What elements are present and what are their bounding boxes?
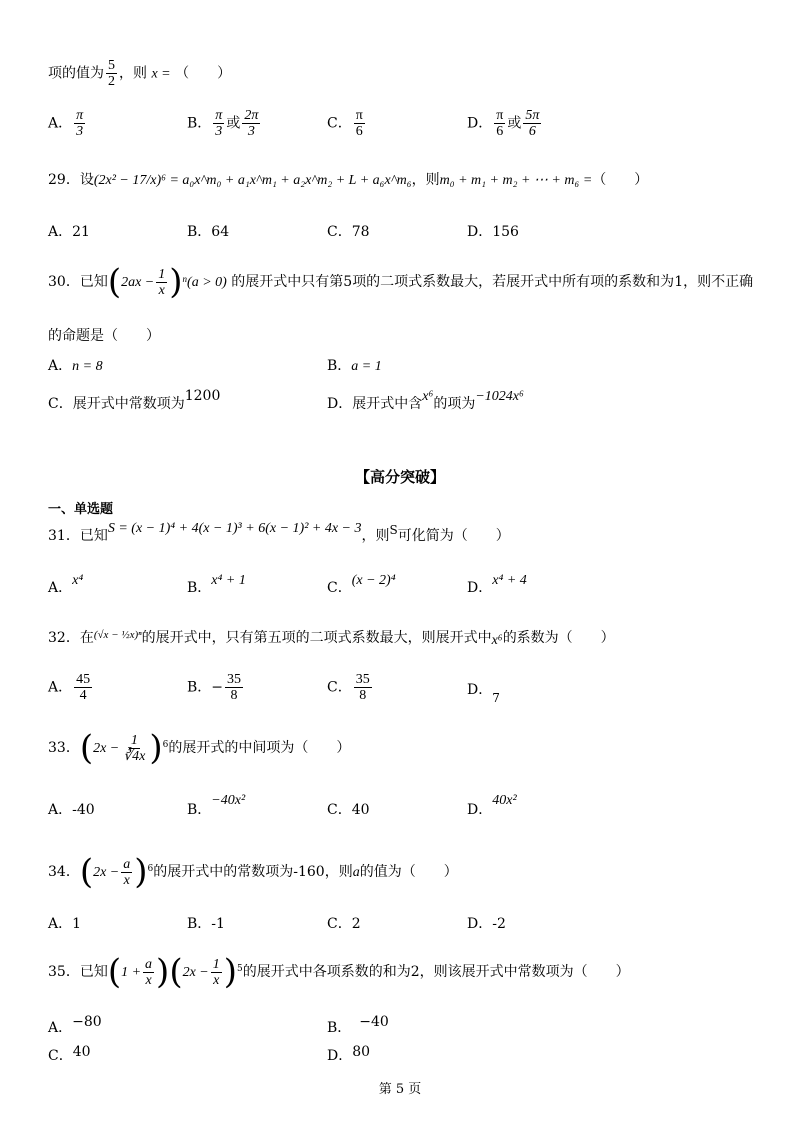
option-label: D． [327,1048,353,1064]
option-b [187,793,246,821]
denominator: x [145,972,152,988]
answer-blank: （ ） [592,172,649,188]
option-text: (x − 2)⁴ [351,573,396,588]
question-text: ，则 [119,65,147,82]
paren-open: ( [107,952,122,992]
option-label: D． [467,115,493,132]
option-label: C． [327,115,352,132]
paren-close: ) [149,728,163,768]
denominator: x [213,972,220,988]
question-number: 34． [48,864,80,880]
fraction [74,108,85,139]
denominator: 6 [528,124,536,139]
option-b [327,1014,389,1038]
option-c [327,914,361,934]
option-d [467,680,500,705]
sign: − [211,679,224,696]
question-30-cont [48,326,160,346]
numerator: 45 [76,672,91,687]
question-text: ，则该展开式中常数项为（ ） [419,964,630,980]
option-text: 展开式中常数项为 [72,396,185,412]
numerator: 1 [212,956,220,972]
numerator: 1 [158,266,166,282]
option-c [327,672,374,703]
option-d [467,222,519,242]
fraction [143,957,154,988]
fraction [106,58,117,89]
option-text: −80 [72,1014,102,1030]
numerator: 1 [130,732,138,748]
question-text: 的展开式中各项系数的和为 [242,964,411,980]
question-number: 29．设 [48,172,94,188]
option-a [48,222,90,242]
question-text: 的展开式中的常数项为-160，则 [153,864,353,880]
math-expr: 2x − [93,741,120,756]
option-label: B． [187,916,212,932]
option-label: C． [327,580,352,596]
denominator: 8 [359,688,367,703]
option-a [48,356,103,377]
numerator: π [496,108,504,123]
question-text: 的命题是（ ） [48,328,160,344]
fraction [121,733,147,764]
option-label: D． [467,224,493,240]
math-expr: 1 [674,274,684,290]
option-label: A． [48,679,73,696]
option-text: x⁴ + 4 [492,573,527,588]
question-text: 的值为（ ） [359,864,458,880]
paren-close: ) [156,952,170,992]
math-expr: (√x − ½x)ⁿ [93,629,142,641]
math-expr: 2ax − [121,275,155,290]
denominator: 4 [79,688,87,703]
math-expr: 2x − [93,865,120,880]
option-label: D． [467,682,493,698]
paren-open: ( [79,852,94,892]
option-text: 40x² [492,793,517,808]
option-label: A． [48,224,73,240]
exponent: 6 [162,740,169,750]
denominator: 6 [496,124,504,139]
section-title: 【高分突破】 [354,468,445,486]
option-label: B． [327,1020,352,1036]
question-text: 的展开式中只有第 [231,274,344,290]
option-value: −1024x⁶ [475,389,524,404]
numerator: 5 [108,58,115,73]
denominator: 3 [215,124,223,139]
denominator: 6 [355,124,363,139]
option-b [187,573,246,599]
numerator: 35 [227,672,242,687]
denominator: 3 [76,124,84,139]
option-text: −40x² [211,793,246,808]
option-label: B． [327,358,352,374]
page-number: 第 5 页 [378,1082,422,1097]
numerator: π [76,108,84,123]
option-text: x⁴ [72,573,84,588]
option-text: 的项为 [433,396,476,412]
option-label: A． [48,580,73,596]
option-text: 展开式中含 [352,396,423,412]
option-label: C． [327,679,352,696]
fraction [211,957,222,988]
option-text: 7 [492,691,500,705]
option-text: 2 [351,916,361,932]
math-expr: 2 [410,964,420,980]
option-value: 1200 [184,388,221,404]
question-34 [48,852,458,893]
paren-close: ) [223,952,238,992]
option-d [467,108,543,139]
option-a [48,573,84,599]
option-label: C． [327,224,352,240]
fraction [213,108,224,139]
math-expr: m₀ + m₁ + m₂ + ⋯ + m₆ = [439,173,593,188]
math-expr: a [352,865,360,880]
math-expr: (a > 0) [187,275,227,290]
option-label: A． [48,802,73,818]
option-text: 78 [351,224,370,240]
math-expr: S = (x − 1)⁴ + 4(x − 1)³ + 6(x − 1)² + 4x − 3 [107,521,362,536]
denominator: 2 [108,74,115,89]
option-label: A． [48,1020,73,1036]
fraction [523,108,541,139]
option-text: -40 [72,802,95,818]
numerator: a [145,956,153,972]
option-text: n = 8 [72,359,103,374]
option-text: 40 [351,802,370,818]
option-c [327,800,370,820]
option-b [327,356,382,377]
numerator: a [123,856,131,872]
option-text: -2 [492,916,506,932]
question-number: 30．已知 [48,274,108,290]
denominator: 8 [230,688,238,703]
paren-close: ) [169,262,183,302]
option-text: 1 [72,916,82,932]
math-expr: S [389,523,398,537]
question-number: 32．在 [48,630,94,646]
question-text: 项的二项式系数最大，若展开式中所有项的系数和为 [352,274,675,290]
option-c [48,388,221,414]
option-text: 156 [492,224,519,240]
paren-open: ( [79,728,94,768]
option-b [187,672,245,703]
question-30 [48,262,753,303]
paren-open: ( [107,262,122,302]
question-31 [48,521,510,547]
option-text: 或 [507,115,522,132]
option-text: 80 [352,1044,371,1060]
question-text: 项的值为 [48,65,104,82]
section-subtitle: 一、单选题 [48,502,114,517]
option-text: -1 [211,916,225,932]
option-text: 或 [226,115,241,132]
option-label: D． [327,396,353,412]
option-a [48,914,81,934]
numerator: π [355,108,363,123]
fraction [242,108,260,139]
option-b [187,222,229,242]
math-expr: 2x − [182,965,209,980]
question-33 [48,728,350,769]
denominator: ∛4x [123,748,146,764]
fraction [156,267,167,298]
denominator: x [123,872,130,888]
question-29 [48,170,648,191]
option-d [467,914,506,934]
option-label: B． [187,580,212,596]
question-text: 的系数为（ ） [502,630,615,646]
option-label: A． [48,115,73,132]
option-text: 21 [72,224,90,240]
math-expr: 5 [343,274,353,290]
math-expr: x⁶ [491,633,503,648]
question-number: 33． [48,740,80,756]
option-a [48,108,87,139]
option-d [327,1046,370,1066]
fraction [225,672,243,703]
option-label: C． [327,802,352,818]
math-expr: x⁶ [422,389,434,404]
paren-open: ( [169,952,183,992]
question-number: 31．已知 [48,528,108,544]
option-text: 40 [72,1044,91,1060]
fraction [354,108,365,139]
math-expr: 1 + [121,965,142,980]
option-label: B． [187,224,212,240]
option-text: x⁴ + 1 [211,573,246,588]
option-a [48,1014,102,1038]
question-text: ，则 [361,528,390,544]
exponent: 5 [237,964,243,974]
answer-blank: （ ） [175,65,232,82]
question-continuation [48,58,231,89]
option-d [467,573,527,599]
exponent: n [182,274,188,284]
option-label: D． [467,580,493,596]
option-label: B． [187,802,212,818]
option-c [327,222,370,242]
question-text: 可化简为（ ） [397,528,510,544]
fraction [354,672,372,703]
option-label: A． [48,358,73,374]
option-c [48,1046,91,1066]
question-text: 的展开式的中间项为（ ） [168,740,351,756]
denominator: 3 [247,124,255,139]
option-d [327,389,524,415]
exponent: 6 [147,864,154,874]
math-expr: (2x² − 17/x)⁶ = a₀x^m₀ + a₁x^m₁ + a₂x^m₂ + L + a₆x^m₆ [93,173,412,188]
option-label: D． [467,916,493,932]
math-expr: x = [151,66,171,82]
numerator: 5π [525,108,540,123]
numerator: π [215,108,223,123]
option-a [48,800,95,820]
fraction [74,672,92,703]
paren-close: ) [134,852,148,892]
question-text: ，则不正确 [683,274,754,290]
question-35 [48,952,630,993]
option-label: D． [467,802,493,818]
question-text: ，则 [411,172,440,188]
option-label: B． [187,679,212,696]
numerator: 2π [244,108,259,123]
numerator: 35 [355,672,370,687]
option-label: C． [327,916,352,932]
option-text: 64 [211,224,230,240]
option-label: A． [48,916,73,932]
option-c [327,108,367,139]
denominator: x [158,282,165,298]
option-a [48,672,94,703]
option-b [187,914,225,934]
option-label: C． [48,1048,73,1064]
fraction [494,108,505,139]
option-b [187,108,262,139]
question-number: 35．已知 [48,964,108,980]
option-text: −40 [359,1014,389,1030]
question-text: 的展开式中，只有第五项的二项式系数最大，则展开式中 [141,630,492,646]
option-text: a = 1 [351,359,382,374]
option-label: C． [48,396,73,412]
option-c [327,573,396,599]
fraction [121,857,132,888]
option-label: B． [187,115,212,132]
question-32 [48,628,615,649]
option-d [467,793,517,821]
